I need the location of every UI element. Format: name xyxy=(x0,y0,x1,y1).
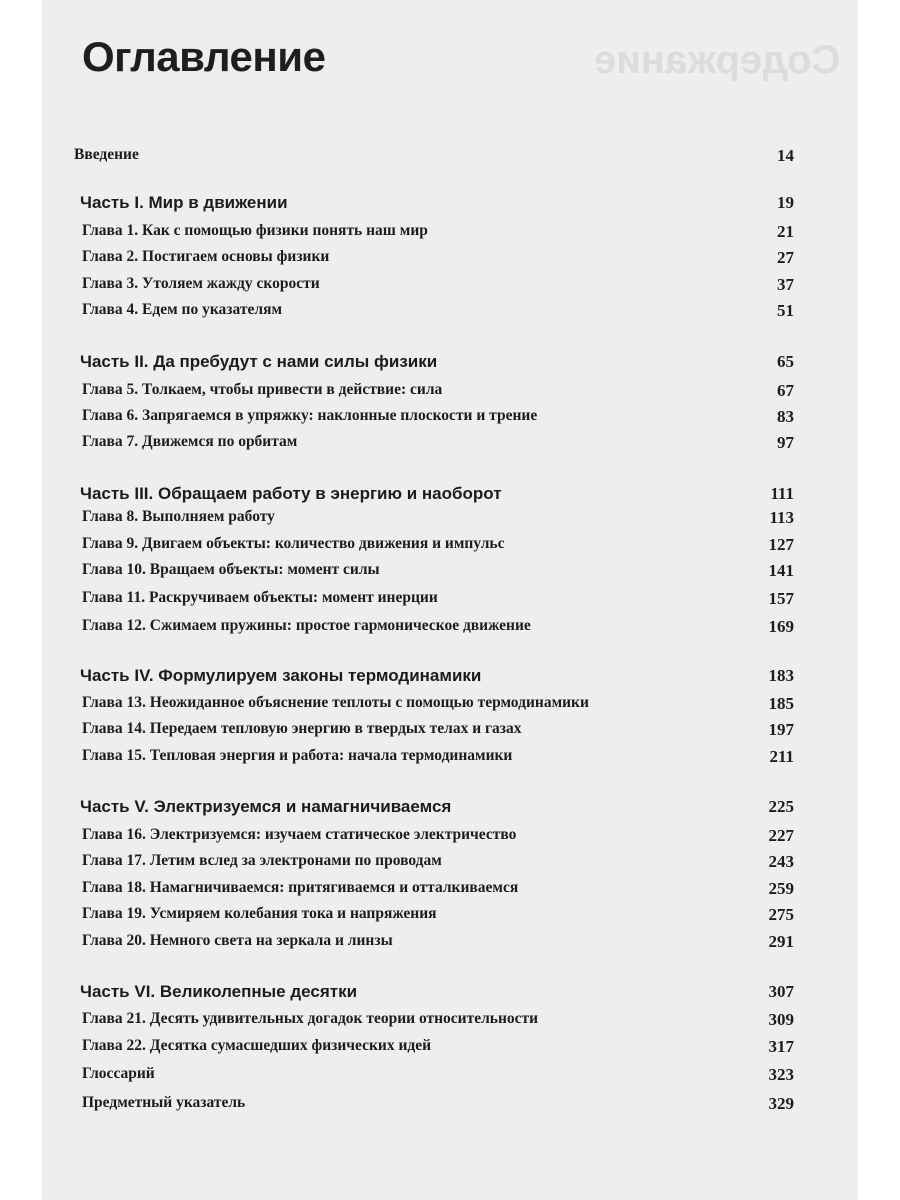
toc-page-number: 185 xyxy=(768,694,794,713)
toc-page-number: 211 xyxy=(769,747,794,766)
toc-entry-title: Предметный указатель xyxy=(82,1094,246,1111)
toc-chapter-entry xyxy=(42,248,858,266)
toc-entry-title: Глава 1. Как с помощью физики понять наш мир xyxy=(82,222,428,239)
toc-chapter-entry xyxy=(42,932,858,950)
toc-entry-title: Глава 7. Движемся по орбитам xyxy=(82,433,298,450)
toc-entry-title: Введение xyxy=(74,146,139,163)
toc-chapter-entry xyxy=(42,747,858,765)
toc-page-number: 37 xyxy=(777,275,794,294)
toc-page-number: 27 xyxy=(777,248,794,267)
toc-entry-title: Часть IV. Формулируем законы термодинамики xyxy=(80,666,482,685)
toc-entry-title: Часть V. Электризуемся и намагничиваемся xyxy=(80,797,452,816)
toc-chapter-entry xyxy=(42,1037,858,1055)
toc-page-number: 275 xyxy=(768,905,794,924)
toc-entry-title: Часть VI. Великолепные десятки xyxy=(80,982,358,1001)
toc-part-entry xyxy=(42,193,858,213)
toc-chapter-entry xyxy=(42,694,858,712)
toc-chapter-entry xyxy=(42,535,858,553)
toc-page-number: 21 xyxy=(777,222,794,241)
toc-chapter-entry xyxy=(42,222,858,240)
toc-chapter-entry xyxy=(42,879,858,897)
toc-chapter-entry xyxy=(42,905,858,923)
toc-chapter-entry xyxy=(42,720,858,738)
bleed-through-title: Содержание xyxy=(593,38,840,82)
toc-chapter-entry xyxy=(42,617,858,635)
toc-page-number: 65 xyxy=(777,352,794,371)
toc-page-number: 14 xyxy=(777,146,794,165)
page-title: Оглавление xyxy=(82,33,326,80)
toc-entry-title: Глава 6. Запрягаемся в упряжку: наклонные плоскости и трение xyxy=(82,407,538,424)
toc-part-entry xyxy=(42,666,858,686)
toc-entry-title: Глава 11. Раскручиваем объекты: момент инерции xyxy=(82,589,438,606)
toc-intro-entry xyxy=(42,146,858,164)
toc-page-number: 141 xyxy=(768,561,794,580)
toc-entry-title: Часть II. Да пребудут с нами силы физики xyxy=(80,352,438,371)
toc-entry-title: Глава 5. Толкаем, чтобы привести в действие: сила xyxy=(82,381,443,398)
toc-chapter-entry xyxy=(42,508,858,526)
toc-entry-title: Глава 15. Тепловая энергия и работа: начала термодинамики xyxy=(82,747,513,764)
toc-chapter-entry xyxy=(42,407,858,425)
book-page xyxy=(42,0,858,1200)
toc-page-number: 157 xyxy=(768,589,794,608)
toc-page-number: 83 xyxy=(777,407,794,426)
toc-entry-title: Глава 22. Десятка сумасшедших физических идей xyxy=(82,1037,432,1054)
toc-part-entry xyxy=(42,484,858,504)
toc-entry-title: Глава 4. Едем по указателям xyxy=(82,301,283,318)
toc-page-number: 329 xyxy=(768,1094,794,1113)
toc-part-entry xyxy=(42,352,858,372)
toc-page-number: 67 xyxy=(777,381,794,400)
toc-chapter-entry xyxy=(42,301,858,319)
toc-page-number: 183 xyxy=(768,666,794,685)
toc-page-number: 225 xyxy=(768,797,794,816)
toc-entry-title: Глава 8. Выполняем работу xyxy=(82,508,275,525)
toc-entry-title: Глава 20. Немного света на зеркала и линзы xyxy=(82,932,393,949)
toc-page-number: 19 xyxy=(777,193,794,212)
toc-entry-title: Глава 2. Постигаем основы физики xyxy=(82,248,330,265)
toc-page-number: 317 xyxy=(768,1037,794,1056)
toc-entry-title: Часть III. Обращаем работу в энергию и наоборот xyxy=(80,484,502,503)
toc-part-entry xyxy=(42,797,858,817)
toc-page-number: 97 xyxy=(777,433,794,452)
toc-page-number: 259 xyxy=(768,879,794,898)
toc-entry-title: Глава 13. Неожиданное объяснение теплоты с помощью термодинамики xyxy=(82,694,589,711)
toc-entry-title: Глава 12. Сжимаем пружины: простое гармоническое движение xyxy=(82,617,531,634)
toc-entry-title: Глоссарий xyxy=(82,1065,155,1082)
toc-entry-title: Глава 9. Двигаем объекты: количество движения и импульс xyxy=(82,535,505,552)
toc-page-number: 127 xyxy=(768,535,794,554)
toc-page-number: 243 xyxy=(768,852,794,871)
toc-chapter-entry xyxy=(42,852,858,870)
toc-chapter-entry xyxy=(42,433,858,451)
toc-page-number: 227 xyxy=(768,826,794,845)
toc-chapter-entry xyxy=(42,589,858,607)
toc-chapter-entry xyxy=(42,275,858,293)
toc-chapter-entry xyxy=(42,381,858,399)
toc-chapter-entry xyxy=(42,826,858,844)
toc-chapter-entry xyxy=(42,1065,858,1083)
toc-chapter-entry xyxy=(42,1094,858,1112)
toc-page-number: 113 xyxy=(769,508,794,527)
toc-entry-title: Глава 17. Летим вслед за электронами по проводам xyxy=(82,852,442,869)
toc-page-number: 197 xyxy=(768,720,794,739)
toc-page-number: 111 xyxy=(770,484,794,503)
toc-entry-title: Глава 18. Намагничиваемся: притягиваемся и отталкиваемся xyxy=(82,879,519,896)
toc-entry-title: Глава 3. Утоляем жажду скорости xyxy=(82,275,320,292)
toc-entry-title: Глава 19. Усмиряем колебания тока и напряжения xyxy=(82,905,437,922)
toc-part-entry xyxy=(42,982,858,1002)
toc-entry-title: Глава 10. Вращаем объекты: момент силы xyxy=(82,561,380,578)
toc-chapter-entry xyxy=(42,1010,858,1028)
toc-page-number: 307 xyxy=(768,982,794,1001)
toc-entry-title: Глава 14. Передаем тепловую энергию в твердых телах и газах xyxy=(82,720,522,737)
toc-page-number: 291 xyxy=(768,932,794,951)
toc-page-number: 169 xyxy=(768,617,794,636)
toc-entry-title: Глава 16. Электризуемся: изучаем статическое электричество xyxy=(82,826,517,843)
toc-chapter-entry xyxy=(42,561,858,579)
toc-entry-title: Глава 21. Десять удивительных догадок теории относительности xyxy=(82,1010,539,1027)
toc-entry-title: Часть I. Мир в движении xyxy=(80,193,288,212)
toc-page-number: 309 xyxy=(768,1010,794,1029)
toc-page-number: 323 xyxy=(768,1065,794,1084)
toc-page-number: 51 xyxy=(777,301,794,320)
